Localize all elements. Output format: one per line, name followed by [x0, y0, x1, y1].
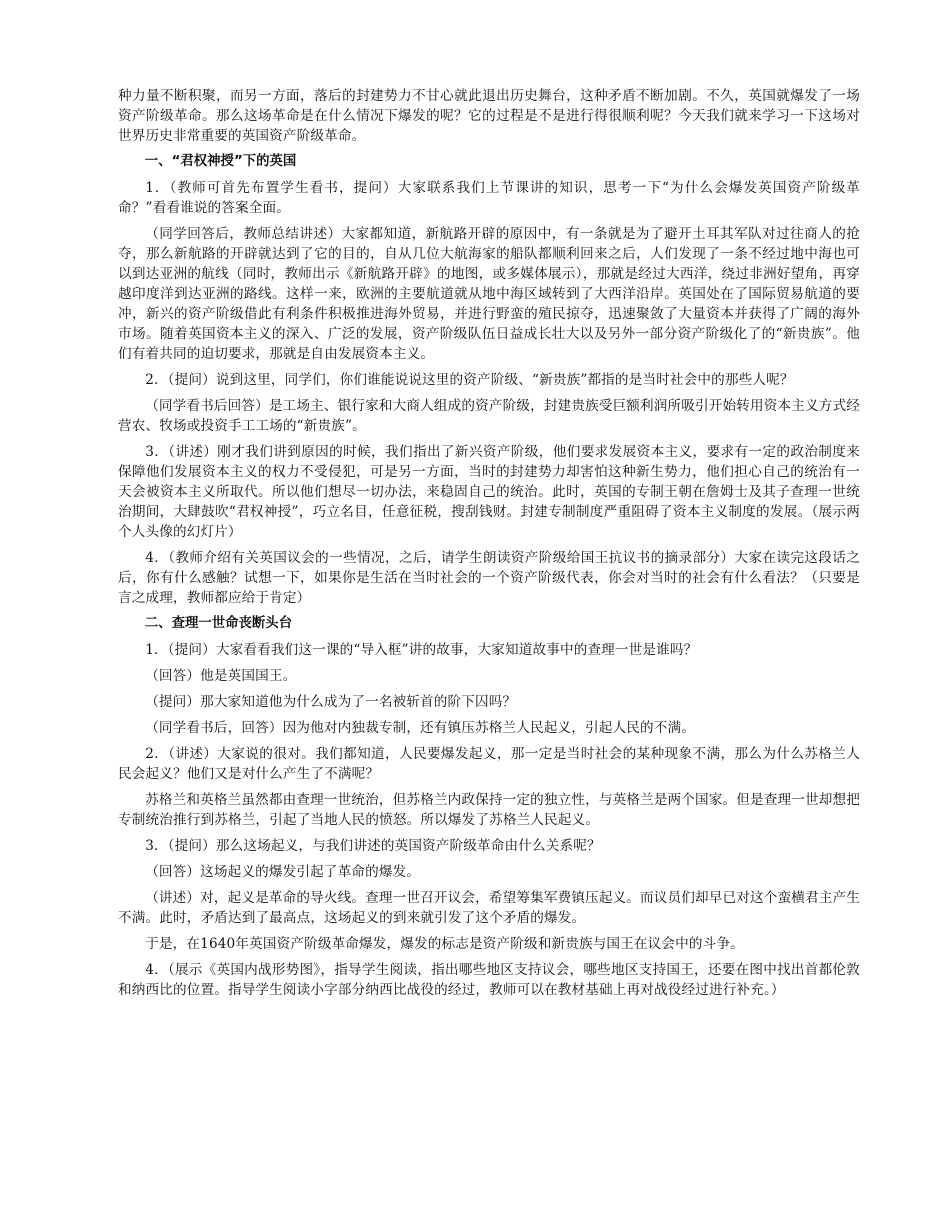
section-2-heading: 二、查理一世命丧断头台: [144, 616, 293, 631]
document-page: [118, 86, 860, 1006]
section-2-paragraph-2: （回答）他是英国国王。: [145, 668, 297, 684]
section-2-paragraph-9: （讲述）对，起义是革命的导火线。查理一世召开议会，希望筹集军费镇压起义。而议员们却早已对这个蛮横君主产生不满。此时，矛盾达到了最高点，这场起义的到来就引发了这个矛盾的爆发。: [118, 890, 860, 926]
intro-paragraph: 种力量不断积聚，而另一方面，落后的封建势力不甘心就此退出历史舞台，这种矛盾不断加剧。不久，英国就爆发了一场资产阶级革命。那么这场革命是在什么情况下爆发的呢？它的过程是不是进行得很顺利呢？今天我们就来学习一下这场对世界历史非常重要的英国资产阶级革命。: [118, 88, 860, 144]
section-1-paragraph-1: 1．（教师可首先布置学生看书，提问）大家联系我们上节课讲的知识，思考一下“为什么会爆发英国资产阶级革命？”看看谁说的答案全面。: [118, 180, 860, 216]
section-1-heading: 一、“君权神授”下的英国: [144, 154, 297, 169]
section-1-paragraph-6: 4．（教师介绍有关英国议会的一些情况，之后，请学生朗读资产阶级给国王抗议书的摘录部分）大家在读完这段话之后，你有什么感触？试想一下，如果你是生活在当时社会的一个资产阶级代表，你会对当时的社会有什么看法？（只要是言之成理，教师都应给于肯定）: [118, 550, 860, 606]
section-2-paragraph-5: 2．（讲述）大家说的很对。我们都知道，人民要爆发起义，那一定是当时社会的某种现象不满，那么为什么苏格兰人民会起义？他们又是对什么产生了不满呢？: [118, 746, 860, 782]
section-2-paragraph-6: 苏格兰和英格兰虽然都由查理一世统治，但苏格兰内政保持一定的独立性，与英格兰是两个国家。但是查理一世却想把专制统治推行到苏格兰，引起了当地人民的愤怒。所以爆发了苏格兰人民起义。: [118, 792, 860, 828]
section-1-paragraph-4: （同学看书后回答）是工场主、银行家和大商人组成的资产阶级，封建贵族受巨额利润所吸引开始转用资本主义方式经营农、牧场或投资手工工场的“新贵族”。: [118, 398, 860, 434]
section-1-paragraph-5: 3．（讲述）刚才我们讲到原因的时候，我们指出了新兴资产阶级，他们要求发展资本主义，要求有一定的政治制度来保障他们发展资本主义的权力不受侵犯，可是另一方面，当时的封建势力却害怕这种新生势力，他们担心自己的统治有一天会被资本主义所取代。所以他们想尽一切办法，来稳固自己的统治。此时，英国的专制王朝在詹姆士及其子查理一世统治期间，大肆鼓吹“君权神授”，巧立名目，任意征税，搜刮钱财。封建专制制度严重阻碍了资本主义制度的发展。（展示两个人头像的幻灯片）: [118, 444, 860, 540]
section-2-paragraph-3: （提问）那大家知道他为什么成为了一名被斩首的阶下囚吗？: [145, 694, 517, 710]
section-1-paragraph-2: （同学回答后，教师总结讲述）大家都知道，新航路开辟的原因中，有一条就是为了避开土耳其军队对过往商人的抢夺，那么新航路的开辟就达到了它的目的，自从几位大航海家的船队都顺利回来之后，人们发现了一条不经过地中海也可以到达亚洲的航线（同时，教师出示《新航路开辟》的地图，或多媒体展示），那就是经过大西洋，绕过非洲好望角，再穿越印度洋到达亚洲的路线。这样一来，欧洲的主要航道就从地中海区域转到了大西洋沿岸。英国处在了国际贸易航道的要冲，新兴的资产阶级借此有利条件积极推进海外贸易，并进行野蛮的殖民掠夺，迅速聚敛了大量资本并获得了广阔的海外市场。随着英国资本主义的深入、广泛的发展，资产阶级队伍日益成长壮大以及另外一部分资产阶级化了的“新贵族”。他们有着共同的迫切要求，那就是自由发展资本主义。: [118, 226, 860, 362]
section-2-paragraph-8: （回答）这场起义的爆发引起了革命的爆发。: [145, 864, 421, 880]
section-2-paragraph-1: 1．（提问）大家看看我们这一课的“导入框”讲的故事，大家知道故事中的查理一世是谁吗？: [145, 642, 698, 658]
section-1-paragraph-3: 2．（提问）说到这里，同学们，你们谁能说说这里的资产阶级、“新贵族”都指的是当时社会中的那些人呢？: [145, 372, 794, 388]
section-2-paragraph-11: 4．（展示《英国内战形势图》，指导学生阅读，指出哪些地区支持议会，哪些地区支持国王，还要在图中找出首都伦敦和纳西比的位置。指导学生阅读小字部分纳西比战役的经过，教师可以在教材基础上再对战役经过进行补充。）: [118, 962, 860, 998]
section-2-paragraph-7: 3．（提问）那么这场起义，与我们讲述的英国资产阶级革命由什么关系呢？: [145, 838, 601, 854]
section-2-paragraph-10: 于是，在1640年英国资产阶级革命爆发，爆发的标志是资产阶级和新贵族与国王在议会中的斗争。: [145, 936, 744, 952]
section-2-paragraph-4: （同学看书后，回答）因为他对内独裁专制，还有镇压苏格兰人民起义，引起人民的不满。: [145, 720, 695, 736]
